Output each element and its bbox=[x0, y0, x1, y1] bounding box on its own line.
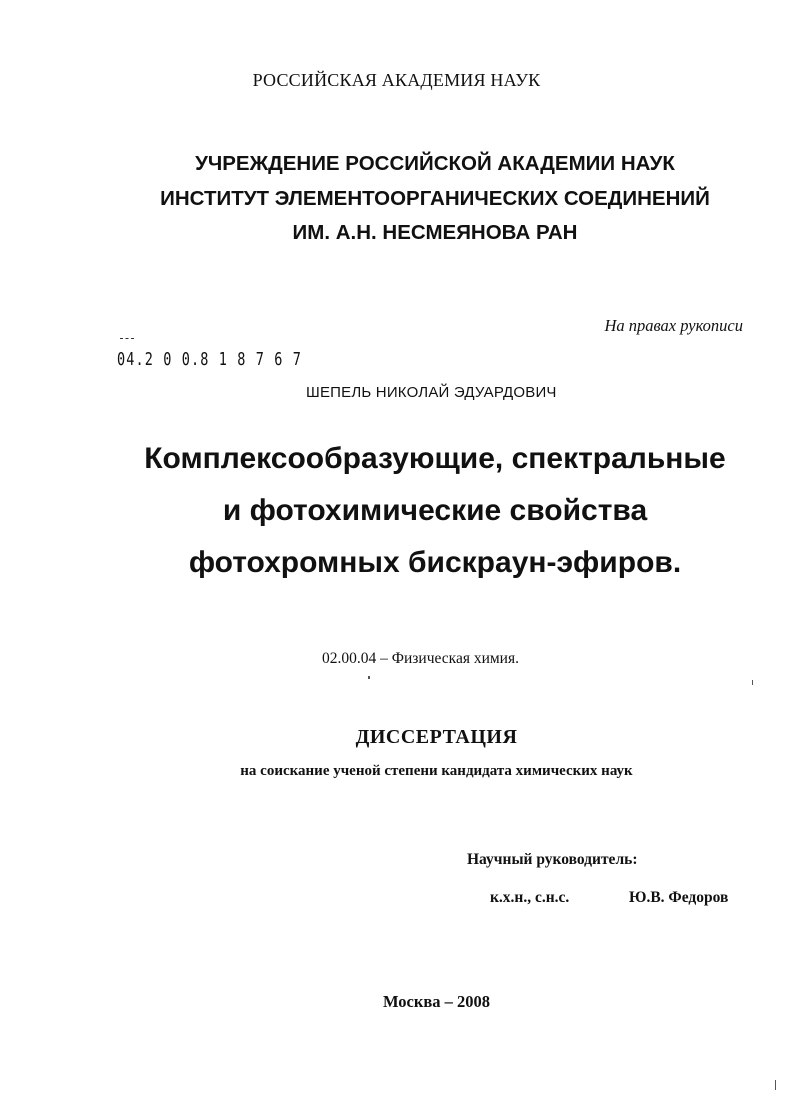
degree-statement: на соискание ученой степени кандидата химических наук bbox=[240, 763, 633, 779]
stamp-mark bbox=[120, 338, 134, 341]
library-stamp: 04.2 0 0.8 1 8 7 6 7 bbox=[117, 349, 303, 370]
institution-line-1: УЧРЕЖДЕНИЕ РОССИЙСКОЙ АКАДЕМИИ НАУК bbox=[195, 152, 675, 175]
specialty-code: 02.00.04 – Физическая химия. bbox=[322, 650, 519, 667]
scan-speck bbox=[775, 1080, 776, 1090]
title-line-1: Комплексообразующие, спектральные bbox=[144, 442, 726, 475]
title-line-2: и фотохимические свойства bbox=[222, 494, 648, 527]
supervisor-name: Ю.В. Федоров bbox=[629, 889, 729, 906]
city-year: Москва – 2008 bbox=[382, 992, 491, 1011]
manuscript-note: На правах рукописи bbox=[604, 316, 743, 335]
document-type: ДИССЕРТАЦИЯ bbox=[355, 726, 518, 748]
scan-speck bbox=[368, 676, 370, 679]
scan-speck bbox=[752, 680, 753, 685]
supervisor-label: Научный руководитель: bbox=[467, 851, 638, 868]
author-name: ШЕПЕЛЬ НИКОЛАЙ ЭДУАРДОВИЧ bbox=[306, 384, 557, 401]
title-line-3: фотохромных бискраун-эфиров. bbox=[188, 546, 682, 579]
institution-line-2: ИНСТИТУТ ЭЛЕМЕНТООРГАНИЧЕСКИХ СОЕДИНЕНИЙ bbox=[160, 187, 710, 210]
supervisor-degree: к.х.н., с.н.с. bbox=[490, 889, 570, 906]
academy-name: РОССИЙСКАЯ АКАДЕМИЯ НАУК bbox=[252, 70, 541, 90]
institution-line-3: ИМ. А.Н. НЕСМЕЯНОВА РАН bbox=[292, 221, 578, 244]
